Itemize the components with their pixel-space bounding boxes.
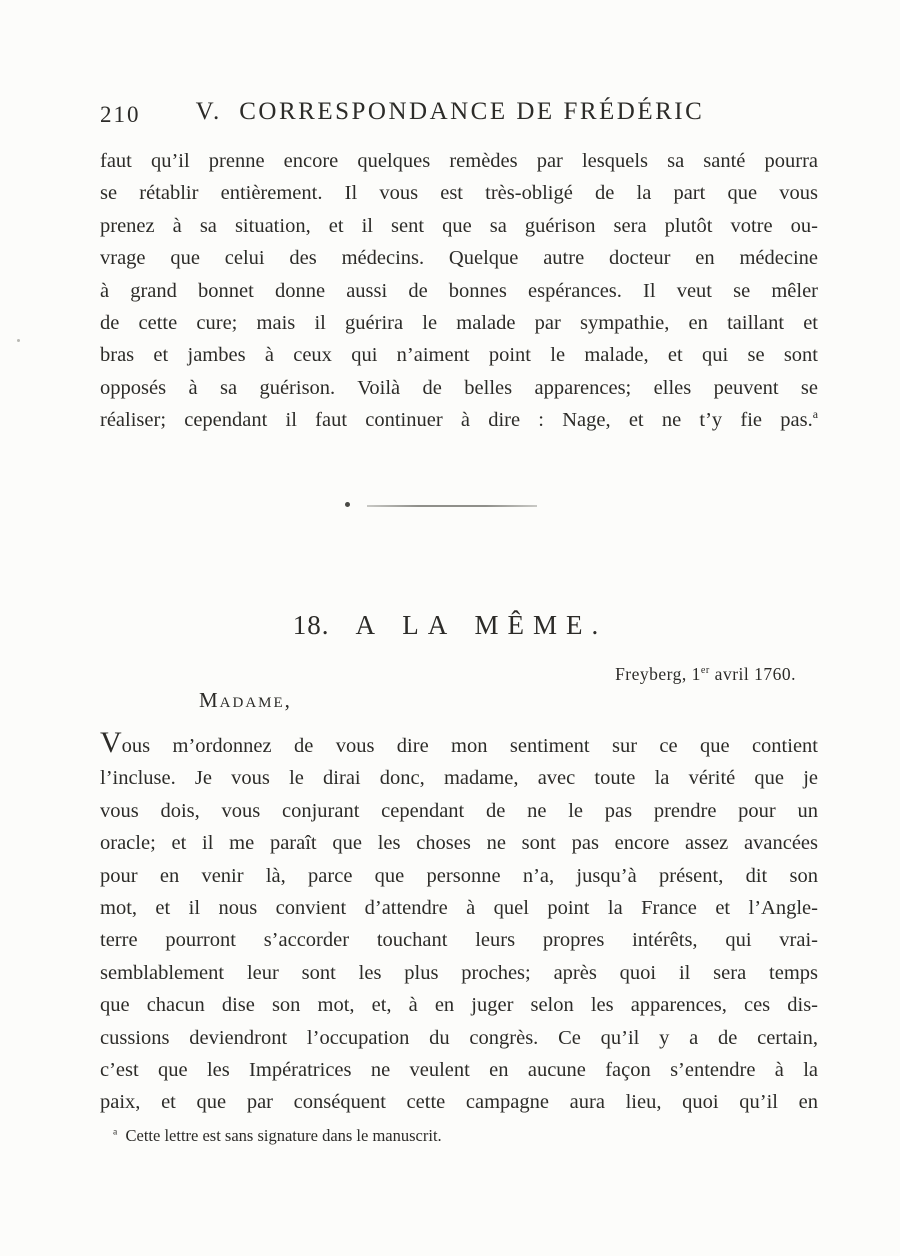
text-line: prenez à sa situation, et il sent que sa guérison sera plutôt votre ou- xyxy=(100,214,818,237)
continued-paragraph xyxy=(100,145,818,437)
running-header: V. CORRESPONDANCE DE FRÉDÉRIC xyxy=(195,98,705,125)
text-line: de cette cure; mais il guérira le malade par sympathie, en taillant et xyxy=(100,312,818,335)
text-line: cussions deviendront l’occupation du congrès. Ce qu’il y a de certain, xyxy=(100,1026,818,1049)
text-line: à grand bonnet donne aussi de bonnes espérances. Il veut se mêler xyxy=(100,279,818,302)
text-line: bras et jambes à ceux qui n’aiment point le malade, et qui se sont xyxy=(100,344,818,367)
letter-dateline: Freyberg, 1er avril 1760. xyxy=(615,664,796,684)
text-line: se rétablir entièrement. Il vous est très-obligé de la part que vous xyxy=(100,182,818,205)
text-line: vous dois, vous conjurant cependant de ne le pas prendre pour un xyxy=(100,799,818,822)
text-line: opposés à sa guérison. Voilà de belles apparences; elles peuvent se xyxy=(100,376,818,399)
page-number: 210 xyxy=(100,102,141,127)
section-divider-dot xyxy=(345,502,350,507)
text-line: l’incluse. Je vous le dirai donc, madame, avec toute la vérité que je xyxy=(100,767,818,790)
letter-number: 18. xyxy=(292,610,330,640)
text-line: oracle; et il me paraît que les choses ne sont pas encore assez avancées xyxy=(100,832,818,855)
scan-artifact-speck xyxy=(17,339,20,342)
text-line: terre pourront s’accorder touchant leurs propres intérêts, qui vrai- xyxy=(100,929,818,952)
letter-body xyxy=(100,727,818,1119)
text-line: paix, et que par conséquent cette campagne aura lieu, quoi qu’il en xyxy=(100,1091,818,1114)
section-divider-rule xyxy=(367,505,537,507)
letter-heading xyxy=(0,610,900,641)
letter-salutation: Madame, xyxy=(199,688,292,712)
text-line: semblablement leur sont les plus proches; après quoi il sera temps xyxy=(100,961,818,984)
text-line: mot, et il nous convient d’attendre à quel point la France et l’Angle- xyxy=(100,897,818,920)
text-line: vrage que celui des médecins. Quelque autre docteur en médecine xyxy=(100,247,818,270)
letter-title: A LA MÊME. xyxy=(355,610,608,640)
text-line: réaliser; cependant il faut continuer à dire : Nage, et ne t’y fie pas.$^a$ xyxy=(100,407,818,432)
text-line: faut qu’il prenne encore quelques remèdes par lesquels sa santé pourra xyxy=(100,150,818,172)
footnote: $^a$ Cette lettre est sans signature dans le manuscrit. xyxy=(113,1126,442,1145)
text-line: Vous m’ordonnez de vous dire mon sentiment sur ce que contient xyxy=(100,726,818,759)
text-line: pour en venir là, parce que personne n’a, jusqu’à présent, dit son xyxy=(100,864,818,887)
text-line: c’est que les Impératrices ne veulent en aucune façon s’entendre à la xyxy=(100,1059,818,1082)
text-line: que chacun dise son mot, et, à en juger selon les apparences, ces dis- xyxy=(100,994,818,1017)
